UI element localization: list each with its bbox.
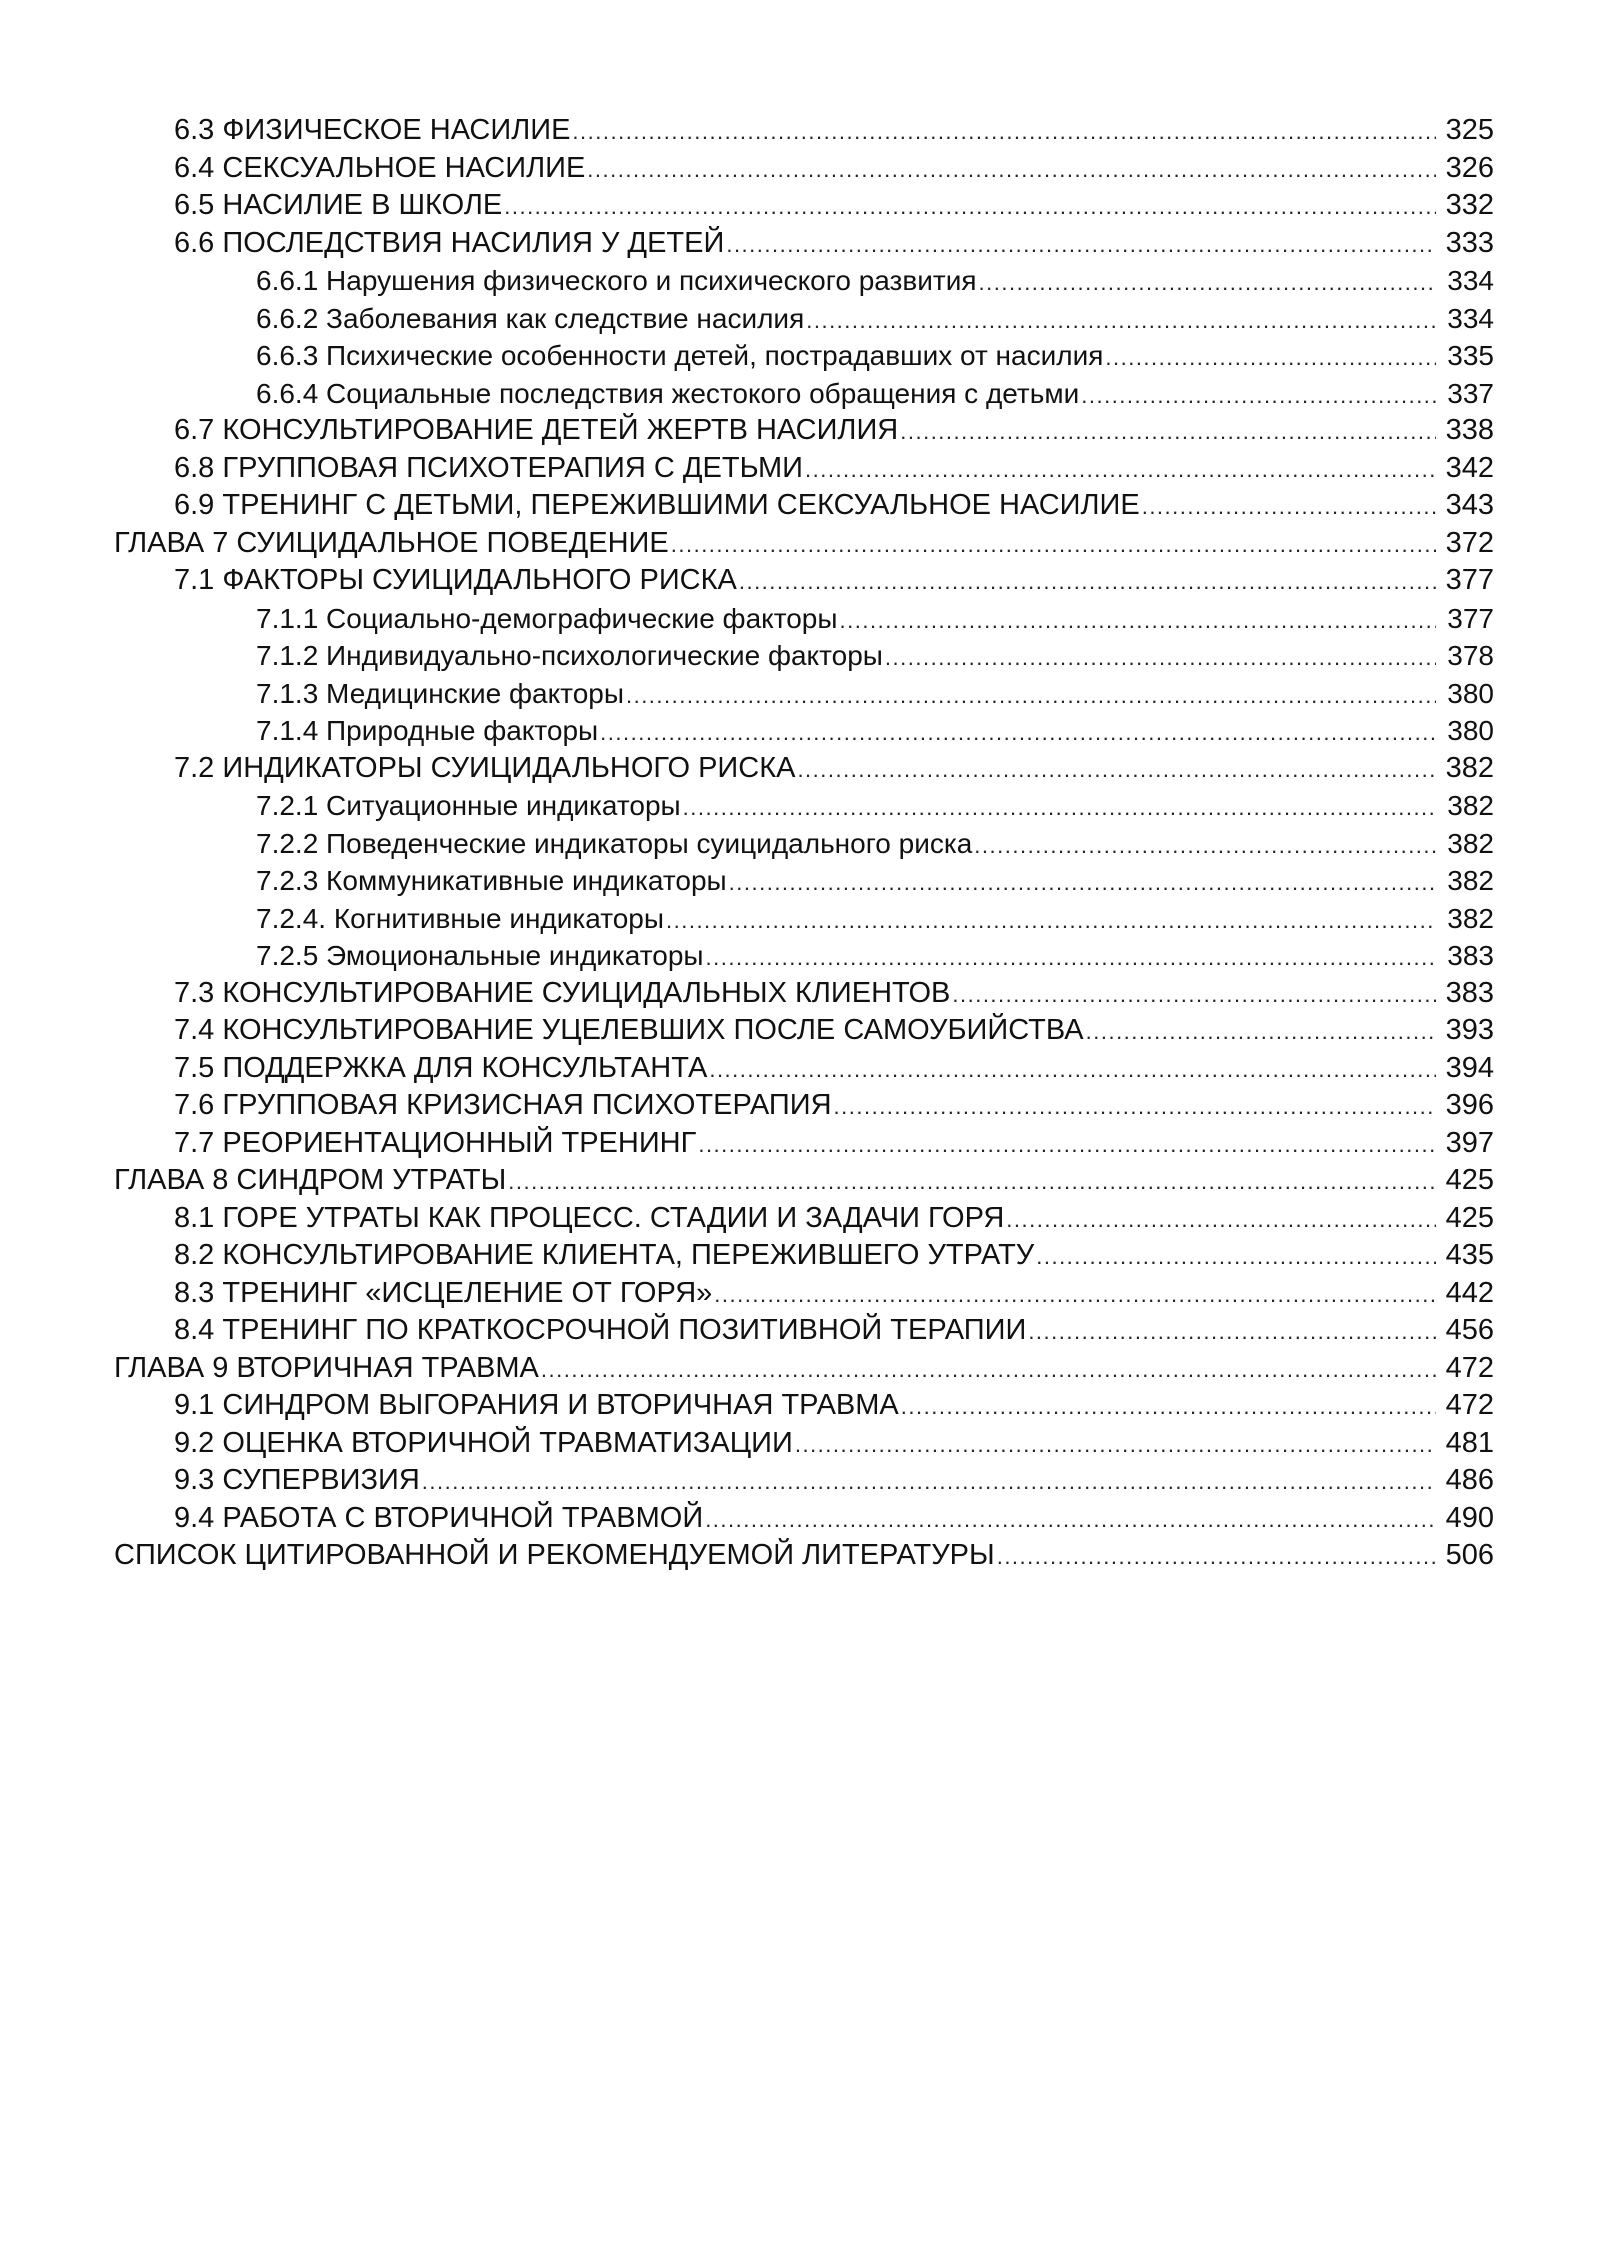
toc-entry[interactable] bbox=[114, 1312, 1494, 1350]
toc-entry-title: 6.7 КОНСУЛЬТИРОВАНИЕ ДЕТЕЙ ЖЕРТВ НАСИЛИЯ bbox=[174, 414, 899, 446]
toc-entry-title: ГЛАВА 7 СУИЦИДАЛЬНОЕ ПОВЕДЕНИЕ bbox=[114, 526, 669, 559]
toc-entry-title: 6.3 ФИЗИЧЕСКОЕ НАСИЛИЕ bbox=[174, 114, 571, 146]
dot-leader bbox=[508, 1163, 1436, 1201]
toc-entry-title: ГЛАВА 9 ВТОРИЧНАЯ ТРАВМА bbox=[114, 1351, 539, 1384]
toc-entry-title: 6.6 ПОСЛЕДСТВИЯ НАСИЛИЯ У ДЕТЕЙ bbox=[174, 226, 725, 259]
toc-entry-title: 7.2.4. Когнитивные индикаторы bbox=[256, 902, 664, 934]
toc-entry[interactable] bbox=[114, 1462, 1494, 1500]
toc-entry[interactable] bbox=[114, 1500, 1494, 1538]
toc-entry-title: 7.2.2 Поведенческие индикаторы суицидального риска bbox=[256, 827, 973, 859]
dot-leader bbox=[1081, 377, 1436, 415]
toc-entry-title: 7.2 ИНДИКАТОРЫ СУИЦИДАЛЬНОГО РИСКА bbox=[174, 751, 796, 784]
toc-entry-page-number: 382 bbox=[1445, 751, 1494, 784]
dot-leader bbox=[709, 1051, 1436, 1089]
toc-entry-page-number: 335 bbox=[1447, 340, 1494, 371]
toc-entry[interactable] bbox=[114, 450, 1494, 488]
toc-entry[interactable] bbox=[114, 1125, 1494, 1163]
toc-entry-title: 7.5 ПОДДЕРЖКА ДЛЯ КОНСУЛЬТАНТА bbox=[174, 1051, 708, 1084]
toc-entry-title: 6.6.1 Нарушения физического и психического развития bbox=[256, 265, 977, 296]
toc-entry-page-number: 383 bbox=[1447, 940, 1494, 971]
toc-entry-page-number: 377 bbox=[1447, 602, 1494, 634]
toc-entry-title: ГЛАВА 8 СИНДРОМ УТРАТЫ bbox=[114, 1164, 507, 1196]
toc-entry[interactable] bbox=[114, 112, 1494, 150]
dot-leader bbox=[626, 677, 1436, 715]
toc-entry-page-number: 334 bbox=[1447, 265, 1494, 296]
toc-entry[interactable] bbox=[114, 862, 1494, 900]
toc-entry-page-number: 425 bbox=[1445, 1201, 1494, 1234]
toc-entry-page-number: 338 bbox=[1445, 414, 1494, 446]
toc-entry-page-number: 472 bbox=[1445, 1351, 1494, 1384]
table-of-contents bbox=[114, 112, 1494, 1575]
toc-entry[interactable] bbox=[114, 600, 1494, 638]
toc-entry[interactable] bbox=[114, 712, 1494, 750]
toc-entry-title: 6.6.4 Социальные последствия жестокого обращения с детьми bbox=[256, 377, 1080, 409]
dot-leader bbox=[587, 151, 1436, 189]
toc-entry[interactable] bbox=[114, 637, 1494, 675]
toc-entry-page-number: 442 bbox=[1445, 1276, 1494, 1309]
dot-leader bbox=[706, 939, 1436, 977]
dot-leader bbox=[795, 1426, 1436, 1464]
dot-leader bbox=[997, 1538, 1436, 1576]
toc-entry[interactable] bbox=[114, 937, 1494, 975]
dot-leader bbox=[840, 602, 1436, 640]
toc-entry-title: 7.6 ГРУППОВАЯ КРИЗИСНАЯ ПСИХОТЕРАПИЯ bbox=[174, 1089, 832, 1121]
toc-entry-page-number: 394 bbox=[1445, 1051, 1494, 1084]
toc-entry[interactable] bbox=[114, 1275, 1494, 1313]
dot-leader bbox=[683, 789, 1436, 827]
toc-entry-page-number: 372 bbox=[1445, 526, 1494, 559]
toc-entry-page-number: 382 bbox=[1447, 790, 1494, 821]
toc-entry-page-number: 486 bbox=[1445, 1464, 1494, 1496]
toc-entry[interactable] bbox=[114, 375, 1494, 413]
dot-leader bbox=[600, 714, 1436, 752]
dot-leader bbox=[901, 1388, 1436, 1426]
toc-entry-page-number: 382 bbox=[1447, 902, 1494, 934]
toc-entry-title: СПИСОК ЦИТИРОВАННОЙ И РЕКОМЕНДУЕМОЙ ЛИТЕРАТУРЫ bbox=[114, 1539, 995, 1571]
toc-entry[interactable] bbox=[114, 225, 1494, 263]
dot-leader bbox=[900, 413, 1436, 451]
toc-entry-page-number: 382 bbox=[1447, 865, 1494, 896]
toc-entry[interactable] bbox=[114, 1387, 1494, 1425]
toc-entry-title: 7.1.1 Социально-демографические факторы bbox=[256, 602, 838, 634]
toc-entry-page-number: 456 bbox=[1445, 1314, 1494, 1346]
toc-entry-page-number: 380 bbox=[1447, 677, 1494, 709]
toc-entry-title: 6.4 СЕКСУАЛЬНОЕ НАСИЛИЕ bbox=[174, 151, 586, 184]
toc-entry-title: 9.4 РАБОТА С ВТОРИЧНОЙ ТРАВМОЙ bbox=[174, 1501, 704, 1534]
toc-entry[interactable] bbox=[114, 1162, 1494, 1200]
toc-entry[interactable] bbox=[114, 262, 1494, 300]
toc-entry-page-number: 333 bbox=[1445, 226, 1494, 259]
toc-entry-title: 7.2.5 Эмоциональные индикаторы bbox=[256, 940, 704, 971]
dot-leader bbox=[1142, 488, 1436, 526]
toc-entry-page-number: 378 bbox=[1447, 640, 1494, 671]
dot-leader bbox=[805, 451, 1436, 489]
toc-entry-title: 6.6.3 Психические особенности детей, пострадавших от насилия bbox=[256, 340, 1104, 371]
toc-entry[interactable] bbox=[114, 750, 1494, 788]
toc-entry-title: 7.3 КОНСУЛЬТИРОВАНИЕ СУИЦИДАЛЬНЫХ КЛИЕНТОВ bbox=[174, 976, 951, 1009]
toc-entry-page-number: 383 bbox=[1445, 976, 1494, 1009]
toc-entry-page-number: 425 bbox=[1445, 1164, 1494, 1196]
toc-entry[interactable] bbox=[114, 1237, 1494, 1275]
toc-entry-title: 8.3 ТРЕНИНГ «ИСЦЕЛЕНИЕ ОТ ГОРЯ» bbox=[174, 1276, 713, 1309]
toc-entry-title: 9.2 ОЦЕНКА ВТОРИЧНОЙ ТРАВМАТИЗАЦИИ bbox=[174, 1426, 793, 1459]
dot-leader bbox=[714, 1276, 1436, 1314]
toc-entry[interactable] bbox=[114, 487, 1494, 525]
toc-entry[interactable] bbox=[114, 300, 1494, 338]
dot-leader bbox=[671, 526, 1436, 564]
toc-entry-title: 7.1.4 Природные факторы bbox=[256, 715, 599, 746]
dot-leader bbox=[1105, 339, 1436, 377]
toc-entry[interactable] bbox=[114, 150, 1494, 188]
toc-entry-title: 7.7 РЕОРИЕНТАЦИОННЫЙ ТРЕНИНГ bbox=[174, 1126, 697, 1159]
toc-entry-page-number: 377 bbox=[1445, 564, 1494, 596]
dot-leader bbox=[729, 864, 1436, 902]
dot-leader bbox=[974, 827, 1436, 865]
toc-entry-title: 7.4 КОНСУЛЬТИРОВАНИЕ УЦЕЛЕВШИХ ПОСЛЕ САМОУБИЙСТВА bbox=[174, 1014, 1084, 1046]
toc-entry[interactable] bbox=[114, 337, 1494, 375]
toc-entry-title: 6.5 НАСИЛИЕ В ШКОЛЕ bbox=[174, 189, 503, 221]
dot-leader bbox=[979, 264, 1436, 302]
toc-entry[interactable] bbox=[114, 412, 1494, 450]
toc-entry-title: 7.1.2 Индивидуально-психологические факторы bbox=[256, 640, 883, 671]
toc-entry-page-number: 472 bbox=[1445, 1389, 1494, 1421]
toc-entry[interactable] bbox=[114, 1200, 1494, 1238]
toc-entry[interactable] bbox=[114, 675, 1494, 713]
toc-entry-page-number: 325 bbox=[1445, 114, 1494, 146]
toc-entry-title: 9.3 СУПЕРВИЗИЯ bbox=[174, 1464, 420, 1496]
toc-entry[interactable] bbox=[114, 975, 1494, 1013]
toc-entry[interactable] bbox=[114, 825, 1494, 863]
toc-entry[interactable] bbox=[114, 1350, 1494, 1388]
toc-entry-page-number: 393 bbox=[1445, 1014, 1494, 1046]
dot-leader bbox=[1006, 1201, 1436, 1239]
dot-leader bbox=[726, 226, 1436, 264]
toc-entry-title: 7.2.1 Ситуационные индикаторы bbox=[256, 790, 681, 821]
toc-entry-page-number: 435 bbox=[1445, 1239, 1494, 1271]
dot-leader bbox=[806, 302, 1436, 340]
toc-entry[interactable] bbox=[114, 1425, 1494, 1463]
toc-entry-title: 7.1.3 Медицинские факторы bbox=[256, 677, 624, 709]
dot-leader bbox=[698, 1126, 1436, 1164]
dot-leader bbox=[1028, 1313, 1436, 1351]
toc-entry-title: 8.2 КОНСУЛЬТИРОВАНИЕ КЛИЕНТА, ПЕРЕЖИВШЕГО УТРАТУ bbox=[174, 1239, 1035, 1271]
dot-leader bbox=[885, 639, 1436, 677]
toc-entry-title: 8.4 ТРЕНИНГ ПО КРАТКОСРОЧНОЙ ПОЗИТИВНОЙ ТЕРАПИИ bbox=[174, 1314, 1027, 1346]
dot-leader bbox=[504, 188, 1436, 226]
toc-entry-page-number: 334 bbox=[1447, 302, 1494, 334]
dot-leader bbox=[422, 1463, 1436, 1501]
dot-leader bbox=[834, 1088, 1436, 1126]
dot-leader bbox=[666, 902, 1436, 940]
toc-entry-title: 8.1 ГОРЕ УТРАТЫ КАК ПРОЦЕСС. СТАДИИ И ЗАДАЧИ ГОРЯ bbox=[174, 1201, 1005, 1234]
dot-leader bbox=[572, 113, 1436, 151]
dot-leader bbox=[739, 563, 1436, 601]
toc-entry-page-number: 342 bbox=[1445, 451, 1494, 484]
toc-entry-page-number: 396 bbox=[1445, 1089, 1494, 1121]
toc-entry-page-number: 490 bbox=[1445, 1501, 1494, 1534]
toc-entry[interactable] bbox=[114, 787, 1494, 825]
toc-entry-page-number: 380 bbox=[1447, 715, 1494, 746]
toc-entry-page-number: 343 bbox=[1445, 489, 1494, 521]
toc-entry-page-number: 337 bbox=[1447, 377, 1494, 409]
toc-entry[interactable] bbox=[114, 525, 1494, 563]
toc-entry[interactable] bbox=[114, 562, 1494, 600]
toc-entry-title: 6.9 ТРЕНИНГ С ДЕТЬМИ, ПЕРЕЖИВШИМИ СЕКСУАЛЬНОЕ НАСИЛИЕ bbox=[174, 489, 1140, 521]
toc-entry[interactable] bbox=[114, 1087, 1494, 1125]
dot-leader bbox=[1086, 1013, 1436, 1051]
toc-entry-page-number: 481 bbox=[1445, 1426, 1494, 1459]
toc-entry[interactable] bbox=[114, 1012, 1494, 1050]
toc-entry[interactable] bbox=[114, 900, 1494, 938]
toc-entry-page-number: 332 bbox=[1445, 189, 1494, 221]
toc-entry[interactable] bbox=[114, 187, 1494, 225]
toc-entry-page-number: 326 bbox=[1445, 151, 1494, 184]
toc-entry[interactable] bbox=[114, 1537, 1494, 1575]
dot-leader bbox=[797, 751, 1436, 789]
toc-entry-page-number: 382 bbox=[1447, 827, 1494, 859]
toc-entry-title: 7.2.3 Коммуникативные индикаторы bbox=[256, 865, 727, 896]
dot-leader bbox=[705, 1501, 1436, 1539]
toc-entry-title: 6.8 ГРУППОВАЯ ПСИХОТЕРАПИЯ С ДЕТЬМИ bbox=[174, 451, 803, 484]
toc-entry-title: 9.1 СИНДРОМ ВЫГОРАНИЯ И ВТОРИЧНАЯ ТРАВМА bbox=[174, 1389, 899, 1421]
dot-leader bbox=[541, 1351, 1436, 1389]
toc-entry-page-number: 506 bbox=[1445, 1539, 1494, 1571]
dot-leader bbox=[952, 976, 1436, 1014]
toc-entry-title: 6.6.2 Заболевания как следствие насилия bbox=[256, 302, 805, 334]
toc-entry-page-number: 397 bbox=[1445, 1126, 1494, 1159]
toc-entry-title: 7.1 ФАКТОРЫ СУИЦИДАЛЬНОГО РИСКА bbox=[174, 564, 737, 596]
toc-entry[interactable] bbox=[114, 1050, 1494, 1088]
dot-leader bbox=[1036, 1238, 1436, 1276]
